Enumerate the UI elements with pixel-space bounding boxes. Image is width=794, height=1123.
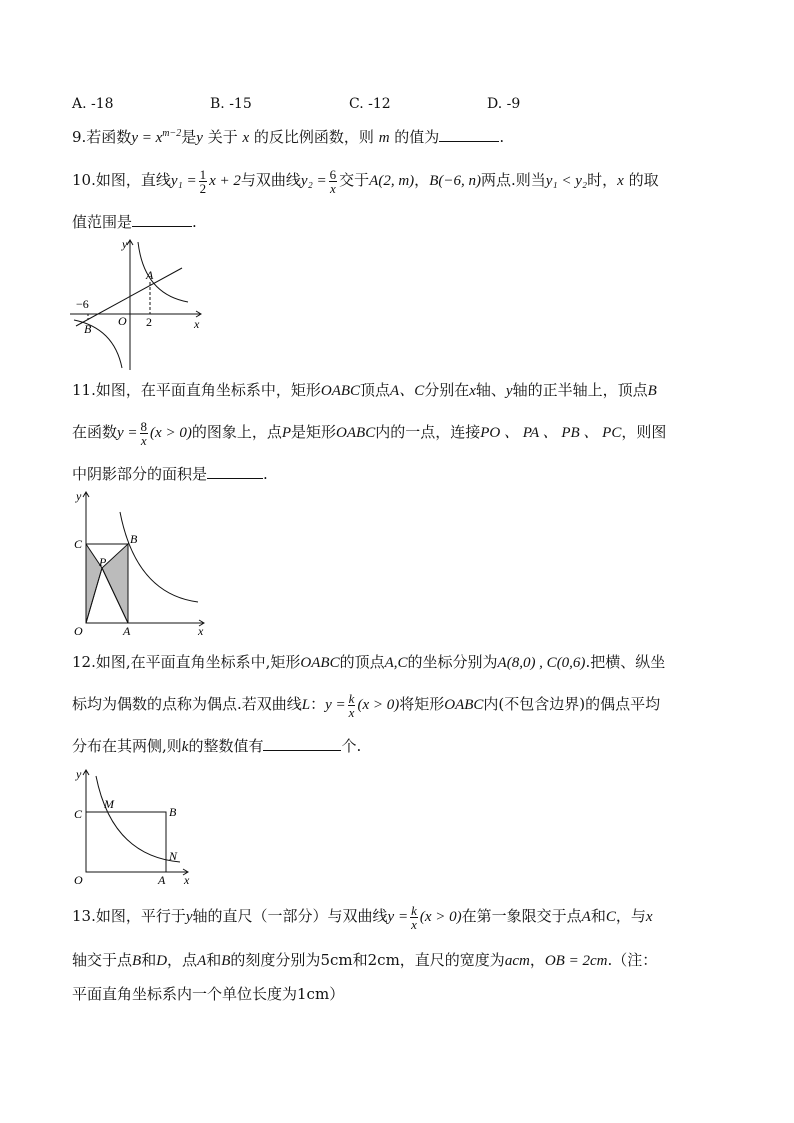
svg-text:2: 2 [146,315,152,329]
svg-text:O: O [74,624,83,638]
hyperbola-branch-q3 [74,320,122,368]
option-a: A. -18 [72,96,114,112]
svg-text:B: B [130,532,138,546]
question-12-line-2: 标均为偶数的点称为偶点.若双曲线L：y = $\frac{k}{x}$ (x > 0)将矩形OABC内(不包含边界)的偶点平均 [72,690,661,720]
answer-blank[interactable] [439,127,499,142]
question-10-line-1: 10.如图，直线y₁ = $\frac{1}{2}$ x + 2与双曲线y₂ = $\frac{6}{x}$ 交于A(2, m)，B(−6, n)两点.则当y₁ < y₂时，x 的取 [72,166,659,196]
question-13-line-2: 轴交于点B和D，点A和B的刻度分别为5cm和2cm，直尺的宽度为acm，OB = 2cm.（注： [72,951,658,969]
svg-text:x: x [194,317,200,331]
question-11-line-1: 11.如图，在平面直角坐标系中，矩形OABC顶点A、C分别在x轴、y轴的正半轴上，顶点B [72,381,657,399]
figure-12 [66,764,216,888]
line-y1 [76,268,182,326]
svg-text:M: M [104,797,114,811]
hyperbola [120,512,198,602]
svg-text:A: A [123,624,131,638]
answer-blank[interactable] [132,212,192,227]
svg-text:C: C [74,807,83,821]
svg-text:A: A [158,873,166,887]
svg-text:O: O [74,873,83,887]
svg-text:B: B [169,805,177,819]
option-b: B. -15 [210,96,252,112]
svg-text:−6: −6 [76,297,89,311]
rectangle-oabc [86,812,166,872]
svg-text:P: P [99,555,107,569]
svg-text:O: O [118,314,127,328]
question-12-line-1: 12.如图,在平面直角坐标系中,矩形OABC的顶点A,C的坐标分别为A(8,0) , C(0,6).把横、纵坐 [72,653,666,671]
svg-text:y: y [76,489,82,503]
question-13-line-3: 平面直角坐标系内一个单位长度为1cm） [72,985,345,1003]
question-9: 9.若函数$y = x^{m-2}$是y 关于 x 的反比例函数，则 m 的值为 . [72,128,505,146]
svg-text:y: y [122,237,128,251]
question-13-line-1: 13.如图，平行于y轴的直尺（一部分）与双曲线y = $\frac{k}{x}$ (x > 0)在第一象限交于点A和C，与x [72,902,653,932]
option-c: C. -12 [349,96,391,112]
figure-11 [66,486,216,638]
question-11-line-3: 中阴影部分的面积是 . [72,465,268,483]
svg-text:B: B [84,322,92,336]
svg-text:A: A [146,268,154,282]
option-d: D. -9 [487,96,521,112]
svg-text:x: x [198,624,204,638]
svg-text:y: y [76,767,82,781]
figure-10 [66,236,216,372]
answer-blank[interactable] [207,464,263,479]
svg-text:x: x [184,873,190,887]
question-12-line-3: 分布在其两侧,则k的整数值有 个. [72,737,362,755]
svg-text:N: N [169,849,178,863]
question-11-line-2: 在函数y = $\frac{8}{x}$ (x > 0)的图象上，点P是矩形OABC内的一点，连接PO 、 PA 、 PB 、 PC，则图 [72,418,667,448]
answer-blank[interactable] [263,736,341,751]
question-10-line-2: 值范围是 . [72,213,197,231]
svg-text:C: C [74,537,83,551]
hyperbola [96,776,180,862]
